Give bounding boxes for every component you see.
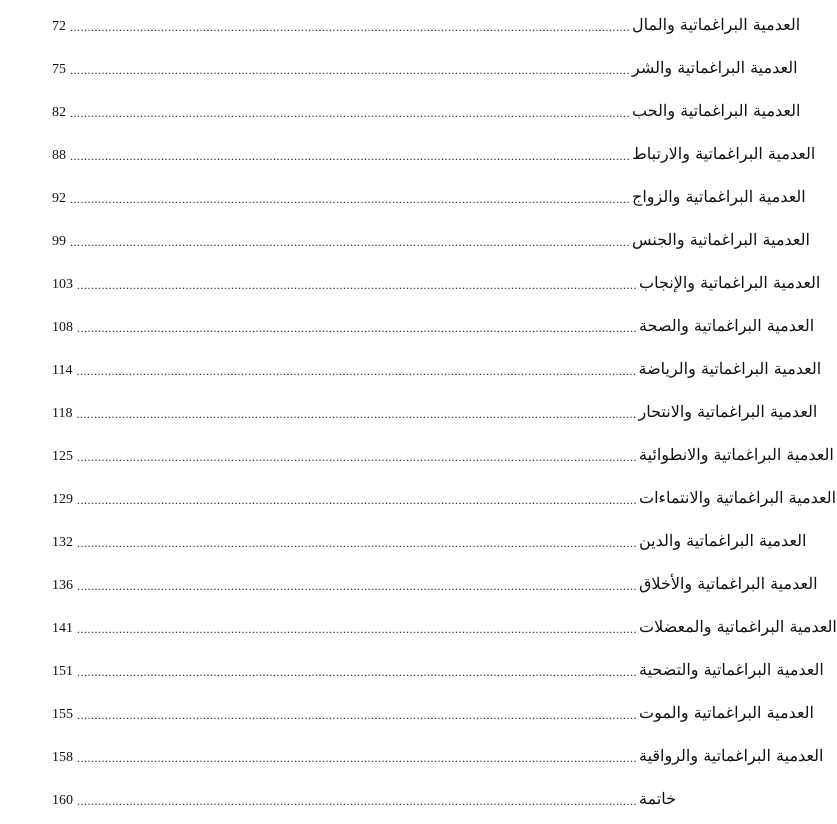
toc-page-number: 72 — [52, 19, 66, 34]
toc-page-number: 75 — [52, 62, 66, 77]
toc-entry — [52, 313, 815, 337]
toc-title: العدمية البراغماتية والمعضلات — [639, 617, 837, 636]
toc-entry — [52, 227, 810, 251]
toc-entry — [52, 614, 837, 638]
toc-entry — [52, 743, 824, 767]
toc-page-number: 141 — [52, 621, 73, 636]
toc-title: العدمية البراغماتية والانتحار — [638, 402, 818, 421]
toc-title: العدمية البراغماتية والموت — [639, 703, 814, 722]
toc-entry — [52, 657, 824, 681]
toc-title: العدمية البراغماتية والأخلاق — [639, 574, 818, 593]
toc-dot-leader: ................................................................................................................................................................ — [70, 192, 630, 206]
toc-page-number: 136 — [52, 578, 73, 593]
toc-entry — [52, 786, 677, 810]
toc-title: العدمية البراغماتية والشر — [632, 58, 798, 77]
toc-title: العدمية البراغماتية والتضحية — [639, 660, 824, 679]
toc-page-number: 114 — [52, 363, 73, 378]
toc-dot-leader: ................................................................................................................................................................ — [76, 407, 637, 421]
toc-entry — [52, 270, 821, 294]
toc-dot-leader: ................................................................................................................................................................ — [77, 321, 637, 335]
toc-entry — [52, 571, 818, 595]
toc-entry — [52, 700, 814, 724]
toc-title: العدمية البراغماتية والانطوائية — [639, 445, 834, 464]
toc-entry — [52, 12, 801, 36]
toc-title: العدمية البراغماتية والارتباط — [632, 144, 816, 163]
toc-page-number: 155 — [52, 707, 73, 722]
toc-dot-leader: ................................................................................................................................................................ — [77, 579, 637, 593]
toc-entry — [52, 141, 816, 165]
toc-title: خاتمة — [639, 789, 677, 808]
toc-dot-leader: ................................................................................................................................................................ — [77, 493, 637, 507]
toc-page-number: 125 — [52, 449, 73, 464]
toc-dot-leader: ................................................................................................................................................................ — [77, 794, 637, 808]
toc-dot-leader: ................................................................................................................................................................ — [70, 106, 630, 120]
toc-dot-leader: ................................................................................................................................................................ — [70, 235, 630, 249]
toc-page-number: 82 — [52, 105, 66, 120]
toc-title: العدمية البراغماتية والزواج — [632, 187, 806, 206]
toc-dot-leader: ................................................................................................................................................................ — [77, 536, 637, 550]
toc-page-number: 88 — [52, 148, 66, 163]
toc-page-number: 99 — [52, 234, 66, 249]
toc-entry — [52, 442, 834, 466]
toc-entry — [52, 485, 837, 509]
toc-dot-leader: ................................................................................................................................................................ — [77, 665, 637, 679]
toc-dot-leader: ................................................................................................................................................................ — [77, 450, 637, 464]
toc-page-number: 108 — [52, 320, 73, 335]
toc-entry — [52, 356, 822, 380]
toc-page-number: 92 — [52, 191, 66, 206]
toc-page-number: 158 — [52, 750, 73, 765]
toc-dot-leader: ................................................................................................................................................................ — [70, 20, 630, 34]
toc-title: العدمية البراغماتية والرياضة — [638, 359, 822, 378]
toc-entry — [52, 528, 807, 552]
toc-page-number: 160 — [52, 793, 73, 808]
toc-title: العدمية البراغماتية والرواقية — [639, 746, 824, 765]
toc-title: العدمية البراغماتية والحب — [632, 101, 801, 120]
toc-title: العدمية البراغماتية والانتماءات — [639, 488, 837, 507]
toc-page-number: 132 — [52, 535, 73, 550]
toc-dot-leader: ................................................................................................................................................................ — [76, 364, 637, 378]
toc-entry — [52, 55, 798, 79]
toc-page-number: 129 — [52, 492, 73, 507]
toc-dot-leader: ................................................................................................................................................................ — [70, 149, 630, 163]
toc-title: العدمية البراغماتية والإنجاب — [639, 273, 821, 292]
toc-page-number: 151 — [52, 664, 73, 679]
toc-title: العدمية البراغماتية والمال — [632, 15, 801, 34]
toc-dot-leader: ................................................................................................................................................................ — [77, 278, 637, 292]
toc-title: العدمية البراغماتية والصحة — [639, 316, 815, 335]
toc-entry — [52, 98, 801, 122]
toc-entry — [52, 399, 818, 423]
toc-page-number: 103 — [52, 277, 73, 292]
toc-title: العدمية البراغماتية والدين — [639, 531, 807, 550]
toc-entry — [52, 184, 806, 208]
toc-dot-leader: ................................................................................................................................................................ — [70, 63, 630, 77]
toc-dot-leader: ................................................................................................................................................................ — [77, 708, 637, 722]
toc-page-number: 118 — [52, 406, 73, 421]
toc-dot-leader: ................................................................................................................................................................ — [77, 751, 637, 765]
toc-dot-leader: ................................................................................................................................................................ — [77, 622, 637, 636]
toc-title: العدمية البراغماتية والجنس — [632, 230, 810, 249]
